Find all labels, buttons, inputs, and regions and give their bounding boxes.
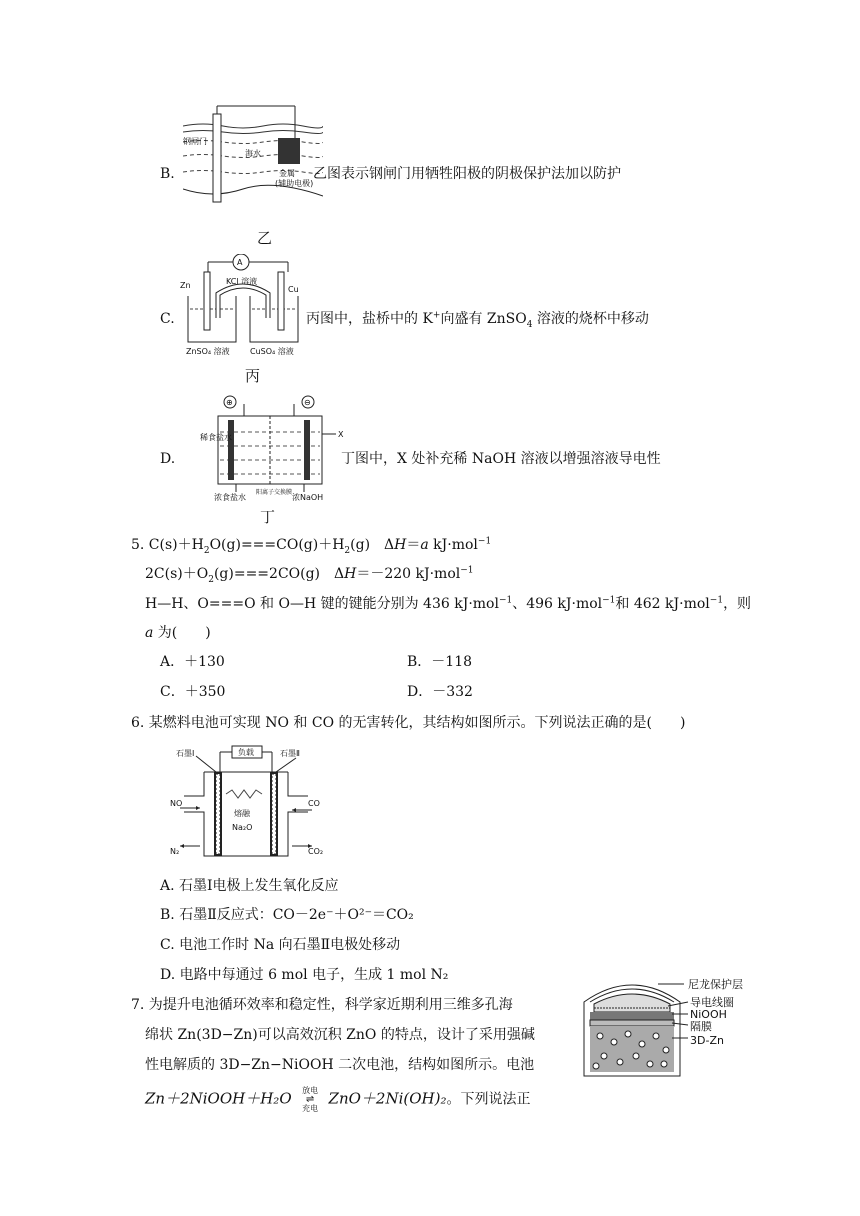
label-graphite-2: 石墨Ⅱ (280, 749, 300, 758)
label-3d-zn: 3D-Zn (690, 1034, 724, 1047)
label-anode: 金属 (279, 169, 295, 178)
figure-bing (178, 254, 318, 364)
label-water: 海水 (245, 149, 261, 158)
figure-fuel-cell (168, 744, 328, 862)
label-gate: 钢闸门 (183, 137, 207, 146)
q6-option-d: D. 电路中每通过 6 mol 电子，生成 1 mol N₂ (160, 967, 449, 983)
label-dilute-brine: 稀食盐水 (200, 433, 232, 442)
option-b-text: 乙图表示钢闸门用牺牲阳极的阴极保护法加以防护 (313, 166, 621, 182)
q7-line2: 绵状 Zn(3D−Zn)可以高效沉积 ZnO 的特点，设计了采用强碱 (145, 1027, 535, 1043)
figure-ding (200, 394, 350, 506)
label-niooh: NiOOH (690, 1008, 727, 1021)
q5-option-d: D．－332 (407, 684, 473, 700)
label-co2: CO₂ (308, 847, 324, 856)
equation-arrow: 放电 ⇌ 充电 (302, 1086, 319, 1113)
q5-line3: H—H、O===O 和 O—H 键的键能分别为 436 kJ·mol$^{-1}$、496 kJ·mol$^{-1}$和 462 kJ·mol$^{-1}$，则 (145, 595, 752, 612)
label-na2o: Na₂O (232, 823, 253, 832)
label-anode-sign: ⊕ (226, 398, 233, 407)
figure-battery (580, 972, 770, 1084)
q7-line3: 性电解质的 3D−Zn−NiOOH 二次电池，结构如图所示。电池 (145, 1057, 535, 1073)
label-conc-naoh: 浓NaOH (292, 493, 324, 502)
q5-line2: $2C(s)+O_2(g)===2CO(g)$ ΔH＝－220 kJ·mol$^{-1}$ (145, 565, 474, 585)
q5-line4: a 为( ) (145, 625, 211, 641)
option-d-letter: D. (160, 451, 176, 467)
equation-right: ZnO＋2Ni(OH)₂ (328, 1089, 447, 1108)
option-d-text: 丁图中，X 处补充稀 NaOH 溶液以增强溶液导电性 (341, 451, 661, 467)
ammeter-label: A (237, 258, 243, 267)
label-cuso4: CuSO₄ 溶液 (250, 347, 294, 356)
label-conc-brine: 浓食盐水 (214, 493, 246, 502)
option-c-text: 丙图中，盐桥中的 K+向盛有 ZnSO$_4$ 溶液的烧杯中移动 (306, 310, 649, 330)
q6-stem: 6. 某燃料电池可实现 NO 和 CO 的无害转化，其结构如图所示。下列说法正确的是( ) (131, 715, 686, 731)
label-cu: Cu (288, 285, 299, 294)
label-cathode-sign: ⊖ (304, 398, 311, 407)
q5-option-a: A．＋130 (160, 654, 225, 670)
label-nylon-layer: 尼龙保护层 (688, 978, 743, 991)
caption-bing: 丙 (245, 367, 261, 385)
label-graphite-1: 石墨Ⅰ (176, 749, 195, 758)
label-co: CO (308, 799, 320, 808)
q5-option-b: B．－118 (407, 654, 473, 670)
label-anode-note: (辅助电极) (275, 179, 314, 188)
q6-option-b: B. 石墨Ⅱ反应式：CO－2e⁻＋O²⁻＝CO₂ (160, 907, 414, 923)
label-conductive-coil: 导电线圈 (690, 996, 734, 1009)
q5-line1: 5. $C(s)+H_2O(g)===CO(g)+H_2(g)$ ΔH＝a kJ·mol$^{-1}$ (131, 536, 492, 556)
label-melt: 熔融 (234, 809, 250, 818)
q6-option-c: C. 电池工作时 Na 向石墨Ⅱ电极处移动 (160, 937, 401, 953)
caption-yi: 乙 (257, 229, 273, 247)
q5-option-c: C．＋350 (160, 684, 226, 700)
label-load: 负载 (238, 748, 254, 757)
label-no: NO (170, 799, 183, 808)
q6-option-a: A. 石墨Ⅰ电极上发生氧化反应 (160, 878, 339, 894)
label-salt-bridge: KCl 溶液 (226, 277, 258, 286)
label-n2: N₂ (170, 847, 180, 856)
label-x: X (338, 430, 344, 439)
label-membrane: 阳离子交换膜 (256, 489, 293, 496)
label-zn: Zn (180, 281, 191, 290)
label-znso4: ZnSO₄ 溶液 (186, 347, 230, 356)
option-b-letter: B. (160, 166, 175, 182)
figure-yi (183, 104, 323, 214)
option-c-letter: C. (160, 311, 175, 327)
q7-line1: 7. 为提升电池循环效率和稳定性，科学家近期利用三维多孔海 (131, 997, 513, 1013)
caption-ding: 丁 (260, 508, 276, 526)
q7-equation: Zn＋2NiOOH＋H₂O 放电 ⇌ 充电 ZnO＋2Ni(OH)₂。下列说法正 (145, 1086, 531, 1113)
label-separator: 隔膜 (690, 1020, 712, 1033)
equation-left: Zn＋2NiOOH＋H₂O (145, 1089, 292, 1108)
